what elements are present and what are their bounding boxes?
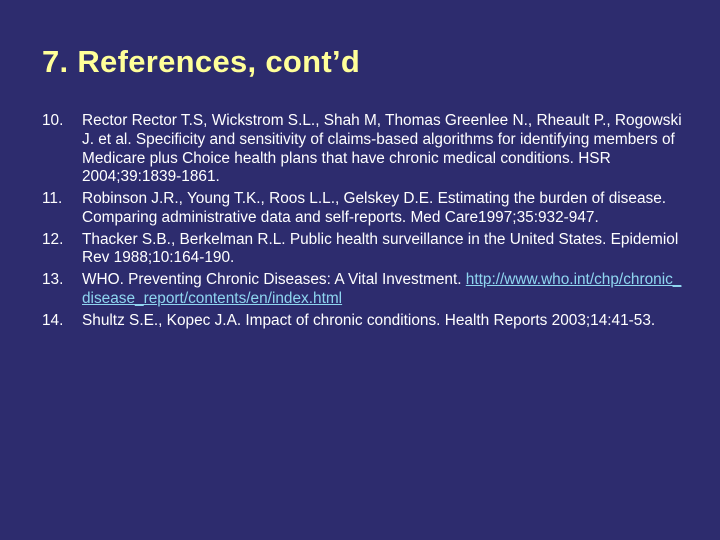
references-list — [40, 112, 688, 334]
list-item — [40, 271, 688, 310]
list-item — [40, 312, 688, 332]
list-item — [40, 190, 688, 229]
reference-number: 11. — [42, 190, 63, 208]
page-title: 7. References, cont’d — [42, 44, 361, 79]
reference-number: 12. — [42, 230, 64, 248]
who-report-link[interactable]: http://www.who.int/chp/chronic_disease_report/contents/en/index.html — [82, 271, 682, 308]
reference-text-body: WHO. Preventing Chronic Diseases: A Vital Investment. — [82, 271, 462, 289]
reference-number: 10. — [42, 112, 64, 129]
reference-text: Thacker S.B., Berkelman R.L. Public health surveillance in the United States. Epidemiol Rev 1988;10:164-190. — [82, 230, 679, 267]
list-item — [40, 231, 688, 270]
reference-text: Rector Rector T.S, Wickstrom S.L., Shah M, Thomas Greenlee N., Rheault P., Rogowski J. et al. Specificity and sensitivity of claims-based algorithms for identifying members of Medicare plus Choice health plans that have chronic medical conditions. HSR 2004;39:1839-1861. — [82, 112, 682, 186]
reference-text: Robinson J.R., Young T.K., Roos L.L., Gelskey D.E. Estimating the burden of disease. Comparing administrative data and self-reports. Med Care1997;35:932-947. — [82, 190, 667, 226]
reference-text: Shultz S.E., Kopec J.A. Impact of chronic conditions. Health Reports 2003;14:41-53. — [82, 311, 656, 329]
reference-number: 14. — [42, 311, 64, 329]
reference-text — [82, 271, 688, 309]
reference-number: 13. — [42, 271, 64, 289]
list-item — [40, 112, 688, 188]
